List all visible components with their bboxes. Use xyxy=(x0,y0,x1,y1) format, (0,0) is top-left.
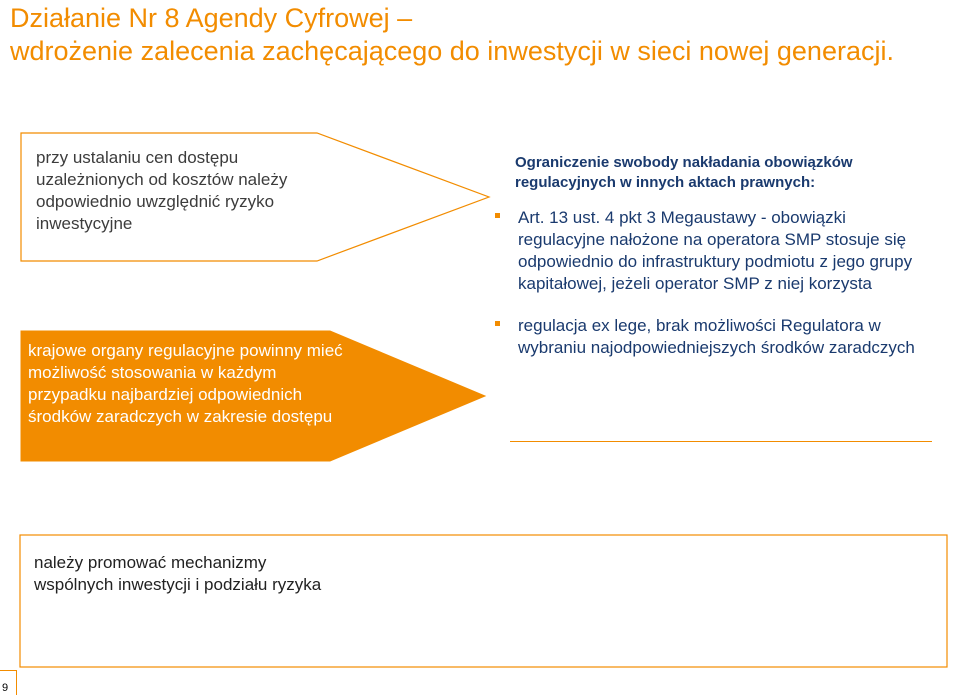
right-panel xyxy=(515,153,935,379)
square-bullet-icon xyxy=(495,213,500,218)
page-number: 9 xyxy=(2,682,9,694)
bullet-item-2 xyxy=(515,315,935,359)
footer-divider-horizontal xyxy=(0,670,16,671)
bullet-text-1: Art. 13 ust. 4 pkt 3 Megaustawy - obowiązki regulacyjne nałożone na operatora SMP stosuje się odpowiednio do infrastruktury podmiotu z jego grupy kapitałowej, jeżeli operator SMP z niej korzysta xyxy=(518,208,913,293)
footer-divider-vertical xyxy=(16,670,17,695)
title-line-1: Działanie Nr 8 Agendy Cyfrowej – xyxy=(10,3,413,33)
divider-line xyxy=(510,441,932,442)
arrow-2-text: krajowe organy regulacyjne powinny mieć możliwość stosowania w każdym przypadku najbardziej odpowiednich środków zaradczych w zakresie dostępu xyxy=(28,341,343,426)
title-line-2: wdrożenie zalecenia zachęcającego do inwestycji w sieci nowej generacji. xyxy=(10,36,894,66)
box-3-text: należy promować mechanizmy wspólnych inwestycji i podziału ryzyka xyxy=(34,553,322,594)
square-bullet-icon xyxy=(495,321,500,326)
arrow-1-text: przy ustalaniu cen dostępu uzależnionych od kosztów należy odpowiednio uwzględnić ryzyko inwestycyjne xyxy=(36,148,288,233)
right-panel-heading: Ograniczenie swobody nakładania obowiązków regulacyjnych w innych aktach prawnych: xyxy=(515,154,853,191)
bullet-item-1 xyxy=(515,207,935,295)
bullet-text-2: regulacja ex lege, brak możliwości Regulatora w wybraniu najodpowiedniejszych środków zaradczych xyxy=(518,316,915,357)
